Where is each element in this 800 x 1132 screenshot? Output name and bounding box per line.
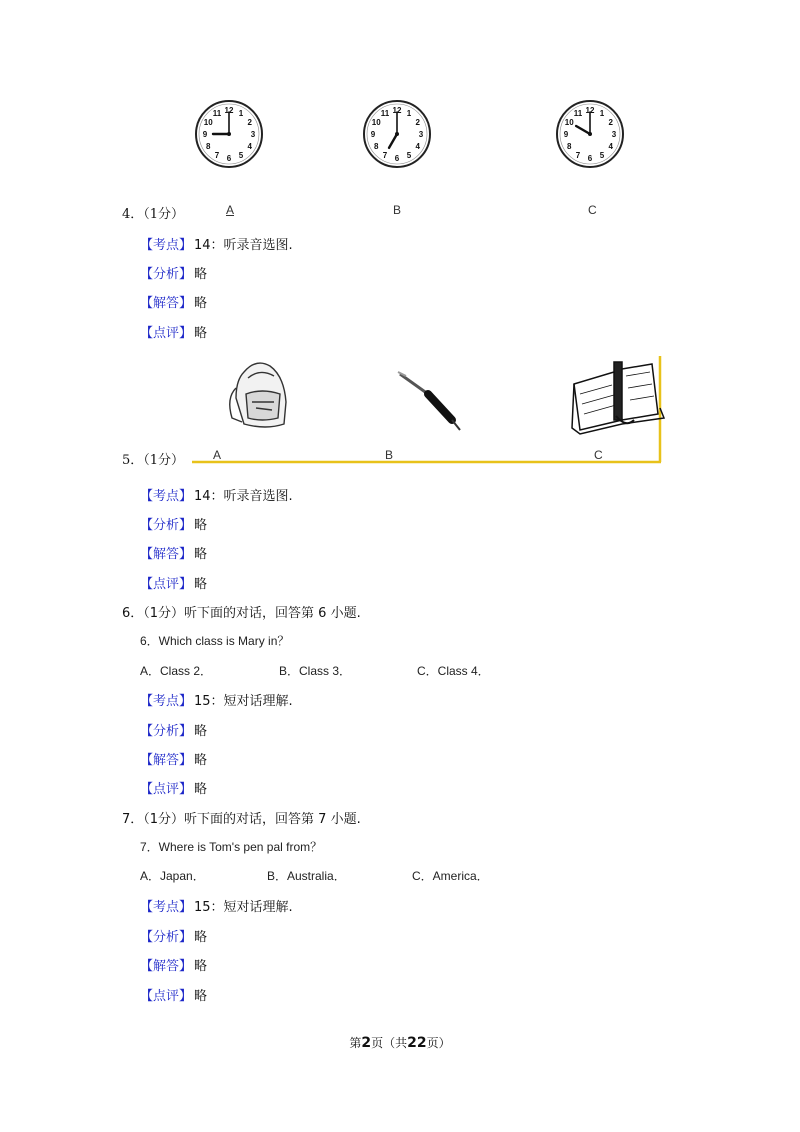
q5-dianping bbox=[140, 573, 207, 592]
jieda-text: 略 bbox=[194, 547, 208, 562]
clock-numeral: 6 bbox=[226, 154, 232, 163]
q4-number: 4．（1分） bbox=[122, 207, 185, 222]
q5-option-a-label: A bbox=[213, 448, 222, 462]
clock-numeral: 7 bbox=[214, 150, 220, 160]
kaodian-tag: 【考点】 bbox=[140, 238, 193, 253]
clock-numeral: 10 bbox=[203, 118, 213, 127]
q6-stem: 6．（1分）听下面的对话，回答第 6 小题. bbox=[122, 606, 361, 621]
footer-mid: 页（共 bbox=[371, 1036, 408, 1050]
clock-numeral: 10 bbox=[371, 118, 381, 127]
q6-kaodian bbox=[140, 690, 293, 709]
footer-page-number: 2 bbox=[361, 1035, 372, 1051]
q7-kaodian bbox=[140, 896, 293, 915]
page-footer bbox=[0, 1034, 800, 1051]
footer-total-pages: 22 bbox=[407, 1035, 427, 1051]
clock-numeral: 6 bbox=[394, 154, 400, 163]
clock-b-icon bbox=[364, 101, 430, 167]
jieda-tag: 【解答】 bbox=[140, 753, 193, 768]
book-icon bbox=[572, 362, 664, 434]
clock-numeral: 10 bbox=[564, 118, 574, 127]
clock-numeral: 3 bbox=[418, 130, 424, 139]
pen-icon bbox=[398, 372, 460, 430]
q4-option-c-label: C bbox=[588, 203, 597, 217]
q7-option-b: B．Australia． bbox=[267, 869, 346, 883]
footer-prefix: 第 bbox=[349, 1036, 362, 1050]
clock-numeral: 2 bbox=[415, 118, 421, 127]
jieda-tag: 【解答】 bbox=[140, 296, 193, 311]
jieda-text: 略 bbox=[194, 959, 208, 974]
jieda-text: 略 bbox=[194, 296, 208, 311]
q4-option-a-label: A bbox=[226, 203, 235, 217]
kaodian-tag: 【考点】 bbox=[140, 694, 193, 709]
clock-numeral: 6 bbox=[587, 154, 593, 163]
q5-jieda bbox=[140, 543, 207, 562]
clock-numeral: 8 bbox=[205, 142, 211, 151]
dianping-tag: 【点评】 bbox=[140, 326, 193, 341]
clock-numeral: 12 bbox=[585, 106, 595, 115]
kaodian-text: 14：听录音选图. bbox=[194, 489, 293, 504]
footer-suffix: 页） bbox=[426, 1036, 451, 1050]
fenxi-text: 略 bbox=[194, 267, 208, 282]
q4-option-b-label: B bbox=[393, 203, 402, 217]
fenxi-tag: 【分析】 bbox=[140, 518, 193, 533]
dianping-tag: 【点评】 bbox=[140, 989, 193, 1004]
jieda-text: 略 bbox=[194, 753, 208, 768]
q7-question: 7．Where is Tom's pen pal from？ bbox=[140, 840, 323, 854]
q7-option-c: C．America． bbox=[412, 869, 489, 883]
kaodian-text: 14：听录音选图. bbox=[194, 238, 293, 253]
q6-question: 6．Which class is Mary in？ bbox=[140, 634, 290, 648]
clock-numeral: 2 bbox=[247, 118, 253, 127]
fenxi-text: 略 bbox=[194, 518, 208, 533]
dianping-text: 略 bbox=[194, 989, 208, 1004]
clock-numeral: 4 bbox=[247, 142, 253, 151]
clock-numeral: 9 bbox=[370, 130, 376, 139]
clock-numeral: 1 bbox=[599, 109, 605, 119]
q6-dianping bbox=[140, 778, 207, 797]
clock-numeral: 8 bbox=[566, 142, 572, 151]
kaodian-tag: 【考点】 bbox=[140, 900, 193, 915]
dianping-tag: 【点评】 bbox=[140, 577, 193, 592]
fenxi-text: 略 bbox=[194, 724, 208, 739]
q7-stem: 7．（1分）听下面的对话，回答第 7 小题. bbox=[122, 812, 361, 827]
clock-numeral: 11 bbox=[380, 109, 390, 119]
clock-a-icon bbox=[196, 101, 262, 167]
q7-fenxi bbox=[140, 926, 207, 945]
q4-jieda bbox=[140, 292, 207, 311]
q4-fenxi bbox=[140, 263, 207, 282]
clock-c-icon bbox=[557, 101, 623, 167]
q4-dianping bbox=[140, 322, 207, 341]
q6-option-b: B．Class 3． bbox=[279, 664, 352, 678]
clock-numeral: 2 bbox=[608, 118, 614, 127]
q5-number: 5．（1分） bbox=[122, 453, 185, 468]
jieda-tag: 【解答】 bbox=[140, 959, 193, 974]
q6-option-a: A．Class 2． bbox=[140, 664, 213, 678]
fenxi-tag: 【分析】 bbox=[140, 724, 193, 739]
kaodian-tag: 【考点】 bbox=[140, 489, 193, 504]
dianping-text: 略 bbox=[194, 577, 208, 592]
dianping-text: 略 bbox=[194, 326, 208, 341]
clock-numeral: 7 bbox=[575, 150, 581, 160]
q4-kaodian bbox=[140, 234, 293, 253]
q6-option-c: C．Class 4． bbox=[417, 664, 490, 678]
q5-fenxi bbox=[140, 514, 207, 533]
clock-numeral: 7 bbox=[382, 150, 388, 160]
fenxi-tag: 【分析】 bbox=[140, 267, 193, 282]
clock-numeral: 4 bbox=[415, 142, 421, 151]
clock-numeral: 3 bbox=[250, 130, 256, 139]
q6-fenxi bbox=[140, 720, 207, 739]
clock-numeral: 11 bbox=[573, 109, 583, 119]
fenxi-tag: 【分析】 bbox=[140, 930, 193, 945]
kaodian-text: 15：短对话理解. bbox=[194, 694, 293, 709]
q5-kaodian bbox=[140, 485, 293, 504]
q6-jieda bbox=[140, 749, 207, 768]
kaodian-text: 15：短对话理解. bbox=[194, 900, 293, 915]
q7-option-a: A．Japan． bbox=[140, 869, 205, 883]
clock-numeral: 11 bbox=[212, 109, 222, 119]
q5-option-b-label: B bbox=[385, 448, 394, 462]
clock-numeral: 9 bbox=[563, 130, 569, 139]
jieda-tag: 【解答】 bbox=[140, 547, 193, 562]
backpack-icon bbox=[230, 363, 286, 427]
clock-numeral: 12 bbox=[392, 106, 402, 115]
clock-numeral: 3 bbox=[611, 130, 617, 139]
clock-numeral: 12 bbox=[224, 106, 234, 115]
clock-numeral: 5 bbox=[238, 150, 244, 160]
q7-dianping bbox=[140, 985, 207, 1004]
q7-jieda bbox=[140, 955, 207, 974]
dianping-text: 略 bbox=[194, 782, 208, 797]
clock-numeral: 9 bbox=[202, 130, 208, 139]
clock-images-row bbox=[0, 96, 800, 180]
clock-numeral: 4 bbox=[608, 142, 614, 151]
clock-numeral: 8 bbox=[373, 142, 379, 151]
q5-images-frame bbox=[0, 350, 800, 470]
clock-numeral: 5 bbox=[599, 150, 605, 160]
fenxi-text: 略 bbox=[194, 930, 208, 945]
clock-numeral: 5 bbox=[406, 150, 412, 160]
q5-option-c-label: C bbox=[594, 448, 603, 462]
clock-numeral: 1 bbox=[406, 109, 412, 119]
dianping-tag: 【点评】 bbox=[140, 782, 193, 797]
clock-numeral: 1 bbox=[238, 109, 244, 119]
